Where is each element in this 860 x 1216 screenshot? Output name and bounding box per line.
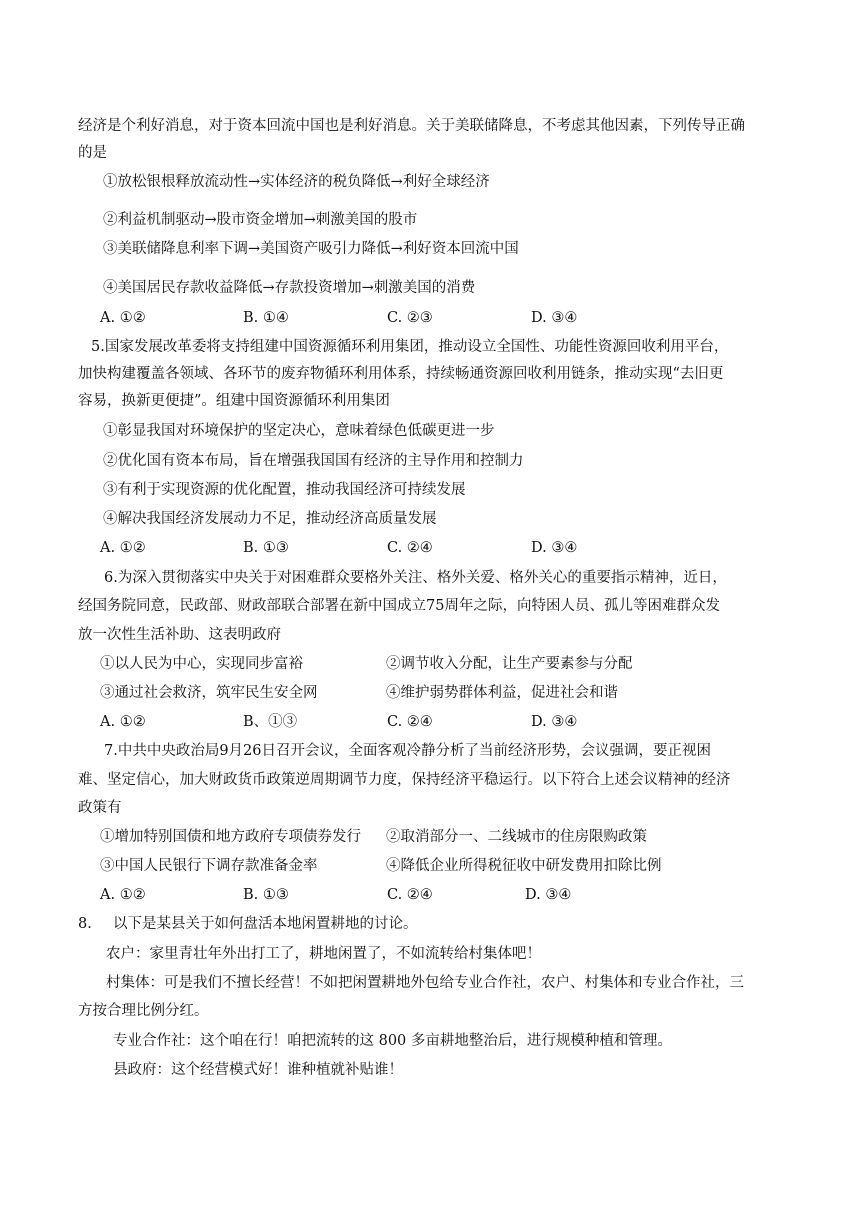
q4-option-d[interactable]: D. ③④ xyxy=(531,310,578,326)
q5-stem-line1: 5.国家发展改革委将支持组建中国资源循环利用集团，推动设立全国性、功能性资源回收利用平台， xyxy=(91,339,729,355)
q4-option-c[interactable]: C. ②③ xyxy=(387,310,433,326)
q7-item-3: ③中国人民银行下调存款准备金率 xyxy=(100,858,318,874)
q7-stem-line1: 7.中共中央政治局9月26日召开会议，全面客观冷静分析了当前经济形势，会议强调，要正视困 xyxy=(104,743,712,759)
q5-option-b[interactable]: B. ①③ xyxy=(243,540,289,556)
q8-farmer-line: 农户：家里青壮年外出打工了，耕地闲置了，不如流转给村集体吧！ xyxy=(106,946,541,962)
q6-items-row2 xyxy=(100,683,800,703)
q6-option-d[interactable]: D. ③④ xyxy=(531,714,578,730)
q7-stem-line3: 政策有 xyxy=(78,800,122,816)
q8-stem: 以下是某县关于如何盘活本地闲置耕地的讨论。 xyxy=(113,916,418,932)
q4-stem-line2: 的是 xyxy=(78,145,107,161)
q4-option-a[interactable]: A. ①② xyxy=(100,310,146,326)
q6-stem-line3: 放一次性生活补助、这表明政府 xyxy=(78,627,281,643)
q5-item-3: ③有利于实现资源的优化配置，推动我国经济可持续发展 xyxy=(103,482,466,498)
q6-stem-line2: 经国务院同意，民政部、财政部联合部署在新中国成立75周年之际，向特困人员、孤儿等困难群众发 xyxy=(78,598,720,614)
q7-items-row1 xyxy=(100,827,800,847)
q5-option-d[interactable]: D. ③④ xyxy=(531,540,578,556)
q5-item-4: ④解决我国经济发展动力不足，推动经济高质量发展 xyxy=(103,511,437,527)
q6-options xyxy=(100,712,800,732)
q4-item-2: ②利益机制驱动→股市资金增加→刺激美国的股市 xyxy=(103,212,418,228)
q5-item-1: ①彰显我国对环境保护的坚定决心，意味着绿色低碳更进一步 xyxy=(103,423,495,439)
q4-item-4: ④美国居民存款收益降低→存款投资增加→刺激美国的消费 xyxy=(103,280,476,296)
q8-number: 8. xyxy=(78,916,92,932)
q6-stem-line1: 6.为深入贯彻落实中央关于对困难群众要格外关注、格外关爱、格外关心的重要指示精神，近日， xyxy=(104,570,727,586)
q6-option-b[interactable]: B、①③ xyxy=(243,714,298,730)
q7-option-c[interactable]: C. ②④ xyxy=(387,887,433,903)
q4-item-1: ①放松银根释放流动性→实体经济的税负降低→利好全球经济 xyxy=(103,174,490,190)
q7-item-4: ④降低企业所得税征收中研发费用扣除比例 xyxy=(386,858,662,874)
q7-option-b[interactable]: B. ①③ xyxy=(243,887,289,903)
q6-item-3: ③通过社会救济，筑牢民生安全网 xyxy=(100,685,318,701)
q7-option-a[interactable]: A. ①② xyxy=(100,887,146,903)
q6-items-row1 xyxy=(100,654,800,674)
q5-stem-line3: 容易，换新更便捷”。组建中国资源循环利用集团 xyxy=(78,393,390,409)
q6-option-a[interactable]: A. ①② xyxy=(100,714,146,730)
q6-item-4: ④维护弱势群体利益，促进社会和谐 xyxy=(386,685,618,701)
q5-options xyxy=(100,538,800,558)
q7-item-2: ②取消部分一、二线城市的住房限购政策 xyxy=(386,829,647,845)
q7-item-1: ①增加特别国债和地方政府专项债券发行 xyxy=(100,829,361,845)
q6-option-c[interactable]: C. ②④ xyxy=(387,714,433,730)
q5-item-2: ②优化国有资本布局，旨在增强我国国有经济的主导作用和控制力 xyxy=(103,453,524,469)
q5-option-c[interactable]: C. ②④ xyxy=(387,540,433,556)
q5-option-a[interactable]: A. ①② xyxy=(100,540,146,556)
q7-items-row2 xyxy=(100,856,800,876)
q8-coop-line: 专业合作社：这个咱在行！咱把流转的这 800 多亩耕地整治后，进行规模种植和管理。 xyxy=(113,1033,672,1049)
q4-option-b[interactable]: B. ①④ xyxy=(243,310,289,326)
q6-item-2: ②调节收入分配，让生产要素参与分配 xyxy=(386,656,633,672)
q7-options xyxy=(100,885,800,905)
q8-county-line: 县政府：这个经营模式好！谁种植就补贴谁！ xyxy=(113,1062,403,1078)
q8-village-line2: 方按合理比例分红。 xyxy=(78,1003,209,1019)
q4-item-3: ③美联储降息利率下调→美国资产吸引力降低→利好资本回流中国 xyxy=(103,241,519,257)
q8-village-line1: 村集体：可是我们不擅长经营！不如把闲置耕地外包给专业合作社，农户、村集体和专业合作社，三 xyxy=(106,975,744,991)
q4-stem-line1: 经济是个利好消息，对于资本回流中国也是利好消息。关于美联储降息，不考虑其他因素，下列传导正确 xyxy=(78,118,745,134)
q7-option-d[interactable]: D. ③④ xyxy=(525,887,572,903)
q7-stem-line2: 难、坚定信心，加大财政货币政策逆周期调节力度，保持经济平稳运行。以下符合上述会议精神的经济 xyxy=(78,772,731,788)
q4-options xyxy=(100,308,800,328)
q6-item-1: ①以人民为中心，实现同步富裕 xyxy=(100,656,303,672)
q5-stem-line2: 加快构建覆盖各领域、各环节的废弃物循环利用体系，持续畅通资源回收利用链条，推动实现“去旧更 xyxy=(78,366,724,382)
